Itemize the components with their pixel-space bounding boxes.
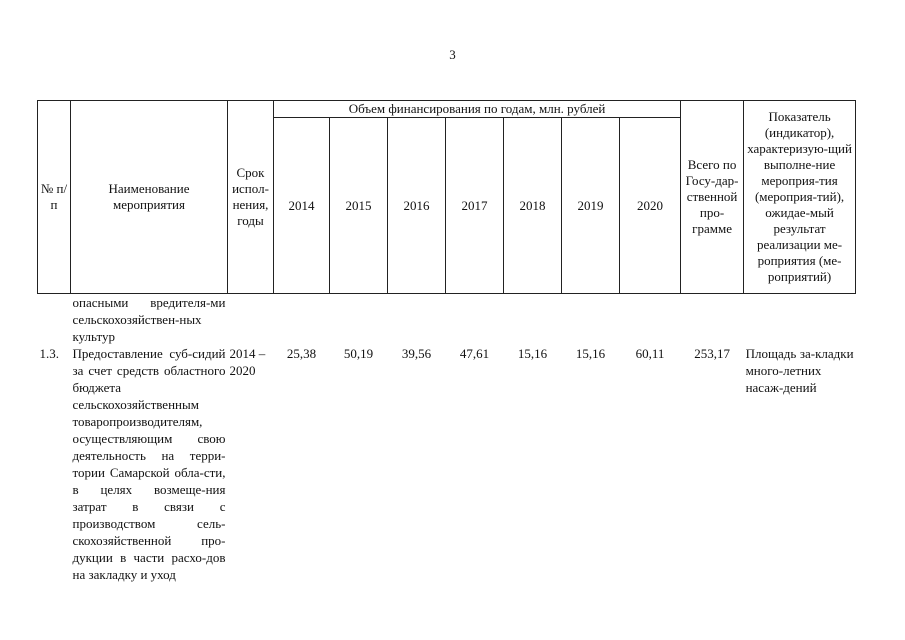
header-year: 2017 — [446, 118, 504, 294]
header-year: 2018 — [504, 118, 562, 294]
row-value: 47,61 — [459, 346, 490, 361]
continuation-name: опасными вредителя-ми сельскохозяйствен-ных культур — [72, 295, 226, 344]
header-year: 2016 — [388, 118, 446, 294]
row-number: 1.3. — [39, 346, 59, 361]
table-row — [38, 345, 856, 583]
header-year: 2020 — [620, 118, 681, 294]
header-number: № п/п — [38, 101, 71, 294]
row-value: 39,56 — [401, 346, 432, 361]
header-total: Всего по Госу-дар-ственной про-грамме — [681, 101, 744, 294]
row-value: 15,16 — [517, 346, 548, 361]
row-term: 2014 – 2020 — [229, 346, 266, 378]
row-name: Предоставление суб-сидий за счет средств областного бюджета сельскохозяйственным товаропроизводителям, осуществляющим свою деятельность на терри-тории Самарской обла-сти, в целях возмеще-ния затрат в связи с производством сель-скохозяйственной про-дукции в части расхо-дов на закладку и уход — [72, 346, 226, 582]
table-header — [38, 101, 856, 294]
header-year: 2014 — [274, 118, 330, 294]
row-indicator: Площадь за-кладки много-летних насаж-дений — [745, 346, 854, 395]
continuation-row — [38, 294, 856, 346]
header-name: Наименование мероприятия — [71, 101, 228, 294]
row-value: 25,38 — [286, 346, 317, 361]
header-funding: Объем финансирования по годам, млн. рублей — [274, 101, 681, 118]
page-number: 3 — [449, 47, 456, 62]
header-indicator: Показатель (индикатор), характеризую-щий выполне-ние мероприя-тия (мероприя-тий), ожидае-мый результат реализации ме-роприятия (ме-роприятий) — [744, 101, 856, 294]
funding-table — [37, 100, 856, 583]
row-total: 253,17 — [694, 346, 730, 361]
header-year: 2019 — [562, 118, 620, 294]
row-value: 15,16 — [575, 346, 606, 361]
header-year: 2015 — [330, 118, 388, 294]
row-value: 60,11 — [635, 346, 665, 361]
row-value: 50,19 — [343, 346, 374, 361]
header-term: Срок испол-нения, годы — [228, 101, 274, 294]
